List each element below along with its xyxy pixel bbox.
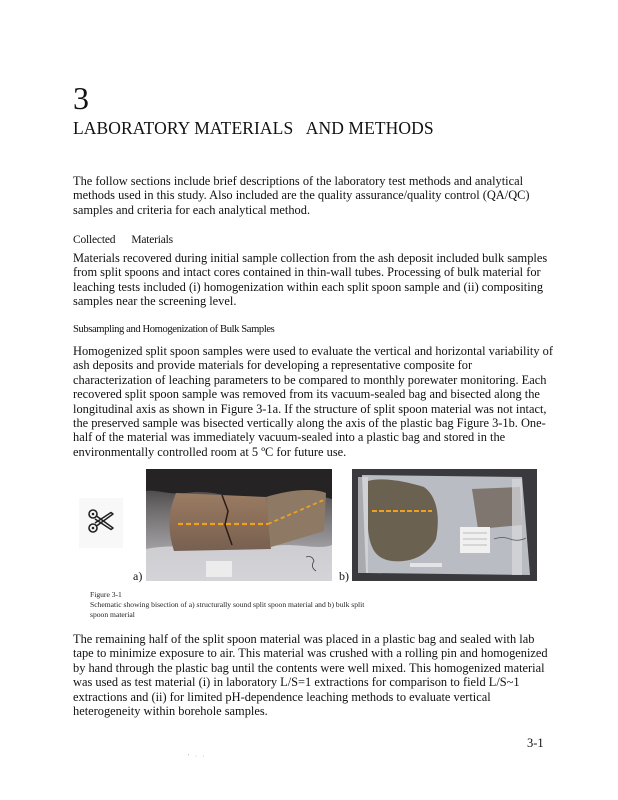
panel-a-label: a) [133, 569, 143, 583]
chapter-number: 3 [73, 80, 89, 116]
scissors-icon-box [79, 498, 123, 548]
subsampling-paragraph-2: The remaining half of the split spoon material was placed in a plastic bag and sealed with lab tape to minimize exposure to air. This material was crushed with a rolling pin and homogenized by hand through the plastic bag until the contents were well mixed. This homogenized material was used as test material (i) in laboratory L/S=1 extractions for comparison to field L/S~1 extractions and (ii) for limited pH-dependence leaching methods to evaluate vertical heterogeneity within borehole samples. [73, 632, 548, 719]
chapter-title: LABORATORY MATERIALS AND METHODS [73, 118, 434, 138]
figure-panel-b-photo [352, 469, 537, 581]
footer-mark: ′ · · [188, 754, 207, 760]
figure-caption-title: Figure 3-1 [90, 590, 122, 599]
section-heading-collected-materials: Collected Materials [73, 234, 173, 246]
panel-b-label: b) [339, 569, 349, 583]
scissors-icon [86, 506, 116, 541]
subsampling-paragraph-1: Homogenized split spoon samples were used to evaluate the vertical and horizontal variability of ash deposits and provide materials for developing a representative composite for characterization of leaching parameters to be compared to monthly porewater monitoring. Each recovered split spoon sample was removed from its vacuum-sealed bag and bisected along the longitudinal axis as shown in Figure 3-1a. If the structure of split spoon material was not intact, the preserved sample was bisected vertically along the axis of the plastic bag Figure 3-1b. One-half of the material was immediately vacuum-sealed into a plastic bag and stored in the environmentally controlled room at 5 ºC for future use. [73, 344, 553, 459]
section-heading-subsampling: Subsampling and Homogenization of Bulk Samples [73, 324, 275, 335]
page-number: 3-1 [527, 736, 544, 750]
figure-panel-a-photo [146, 469, 332, 581]
figure-caption-text: Schematic showing bisection of a) structurally sound split spoon material and b) bulk split spoon material [90, 600, 365, 620]
collected-materials-paragraph: Materials recovered during initial sample collection from the ash deposit included bulk samples from split spoons and intact cores contained in thin-wall tubes. Processing of bulk material for leaching tests included (i) homogenization within each split spoon sample and (ii) compositing samples near the screening level. [73, 251, 548, 309]
intro-paragraph: The follow sections include brief descriptions of the laboratory test methods and analytical methods used in this study. Also included are the quality assurance/quality control (QA/QC) samples and criteria for each analytical method. [73, 174, 530, 217]
